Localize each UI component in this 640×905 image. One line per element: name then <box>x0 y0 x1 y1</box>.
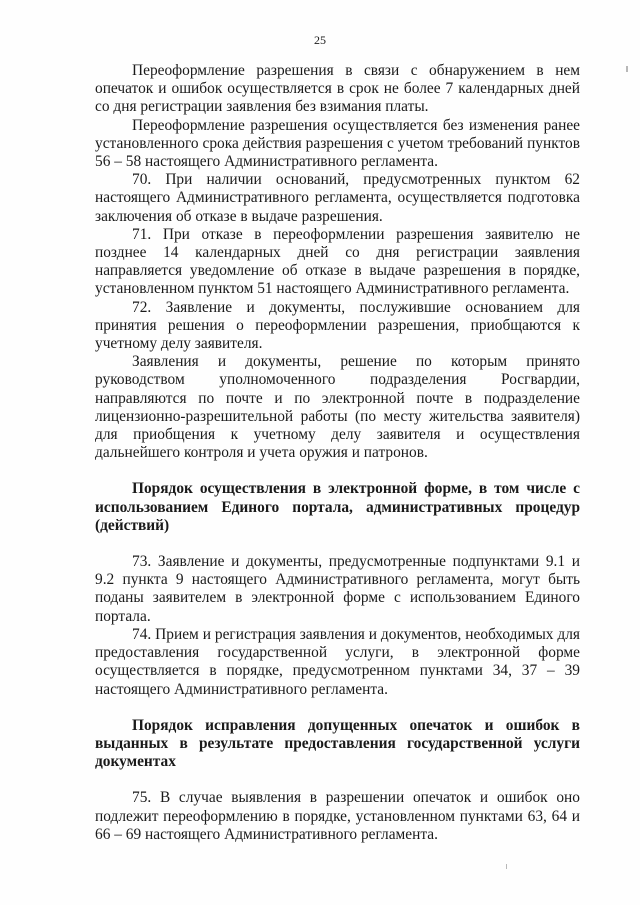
scan-speck <box>626 66 628 72</box>
section-spacer <box>95 535 580 553</box>
section-spacer <box>95 699 580 717</box>
document-body <box>95 62 580 844</box>
paragraph-reissue-deadline: Переоформление разрешения в связи с обнаружением в нем опечаток и ошибок осуществляется в срок не более 7 календарных дней со дня регистрации заявления без взимания платы. <box>95 62 580 116</box>
scan-speck <box>506 864 507 869</box>
paragraph-rosgvardia-documents: Заявления и документы, решение по которым принято руководством уполномоченного подразделения Росгвардии, направляются по почте и по электронной почте в подразделение лицензионно-разрешительной работы (по месту жительства заявителя) для приобщения к учетному делу заявителя и осуществления дальнейшего контроля и учета оружия и патронов. <box>95 353 580 462</box>
page-number: 25 <box>314 33 326 47</box>
section-heading-error-correction: Порядок исправления допущенных опечаток и ошибок в выданных в результате предоставления государственной услуги документах <box>95 716 580 771</box>
paragraph-70: 70. При наличии оснований, предусмотренных пунктом 62 настоящего Административного регламента, осуществляется подготовка заключения об отказе в выдаче разрешения. <box>95 171 580 225</box>
paragraph-72: 72. Заявление и документы, послужившие основанием для принятия решения о переоформлении разрешения, приобщаются к учетному делу заявителя. <box>95 298 580 353</box>
paragraph-reissue-terms: Переоформление разрешения осуществляется без изменения ранее установленного срока действия разрешения с учетом требований пунктов 56 – 58 настоящего Административного регламента. <box>95 116 580 171</box>
section-heading-electronic-form: Порядок осуществления в электронной форме, в том числе с использованием Единого портала, административных процедур (действий) <box>95 480 580 534</box>
paragraph-71: 71. При отказе в переоформлении разрешения заявителю не позднее 14 календарных дней со дня регистрации заявления направляется уведомление об отказе в выдаче разрешения в порядке, установленном пунктом 51 настоящего Административного регламента. <box>95 225 580 298</box>
section-spacer <box>95 771 580 789</box>
section-spacer <box>95 462 580 480</box>
paragraph-73: 73. Заявление и документы, предусмотренные подпунктами 9.1 и 9.2 пункта 9 настоящего Административного регламента, могут быть поданы заявителем в электронной форме с использованием Единого портала. <box>95 553 580 625</box>
paragraph-75: 75. В случае выявления в разрешении опечаток и ошибок оно подлежит переоформлению в порядке, установленном пунктами 63, 64 и 66 – 69 настоящего Административного регламента. <box>95 789 580 843</box>
paragraph-74: 74. Прием и регистрация заявления и документов, необходимых для предоставления государственной услуги, в электронной форме осуществляется в порядке, предусмотренном пунктами 34, 37 – 39 настоящего Административного регламента. <box>95 625 580 698</box>
